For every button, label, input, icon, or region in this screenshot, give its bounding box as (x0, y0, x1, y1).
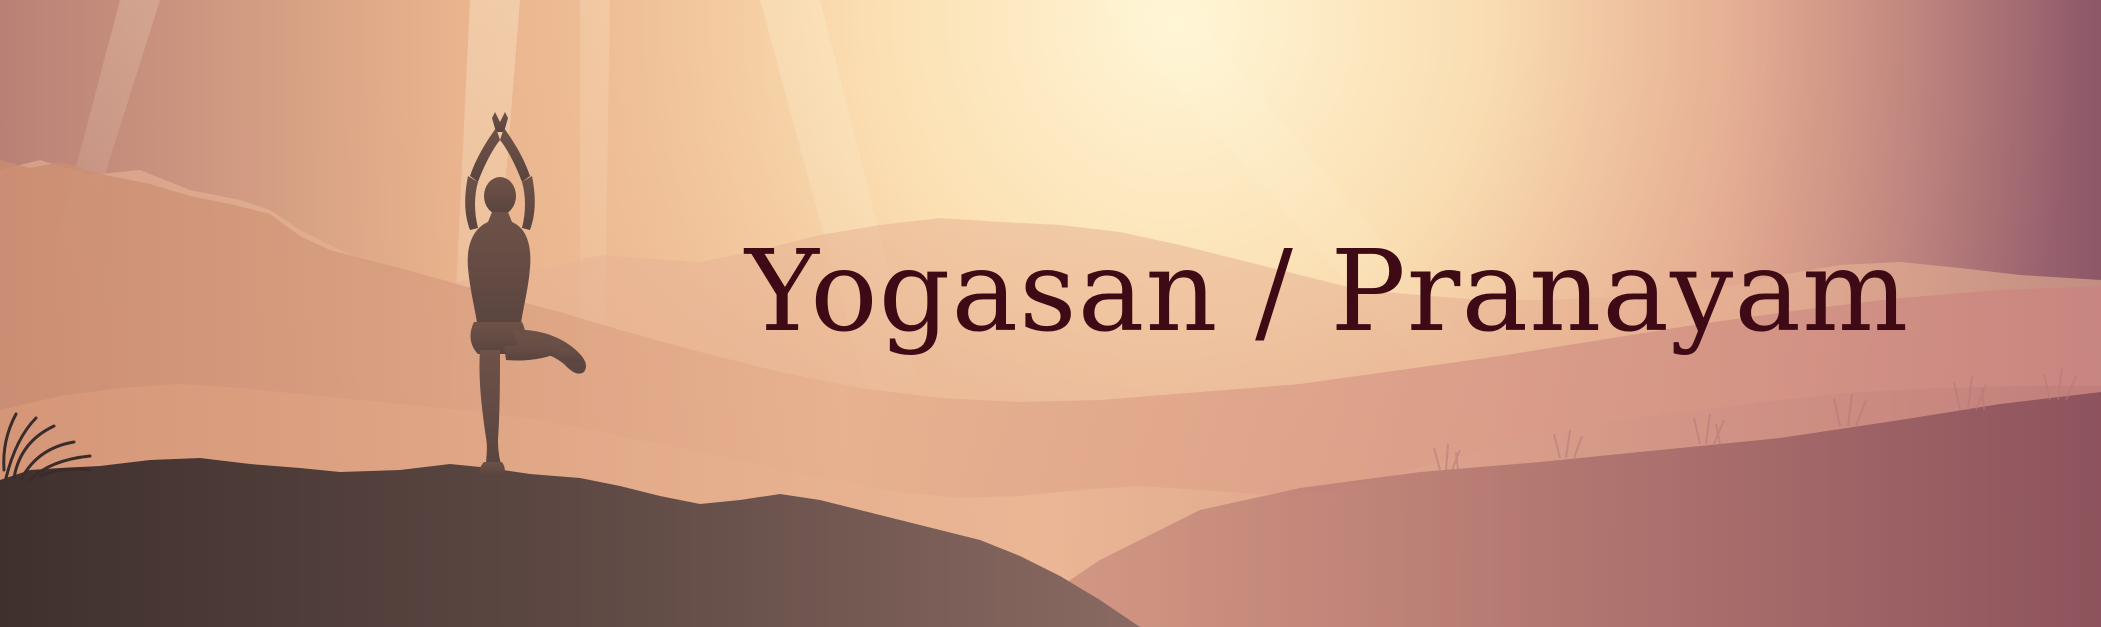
banner-title: Yogasan / Pranayam (745, 227, 1910, 357)
